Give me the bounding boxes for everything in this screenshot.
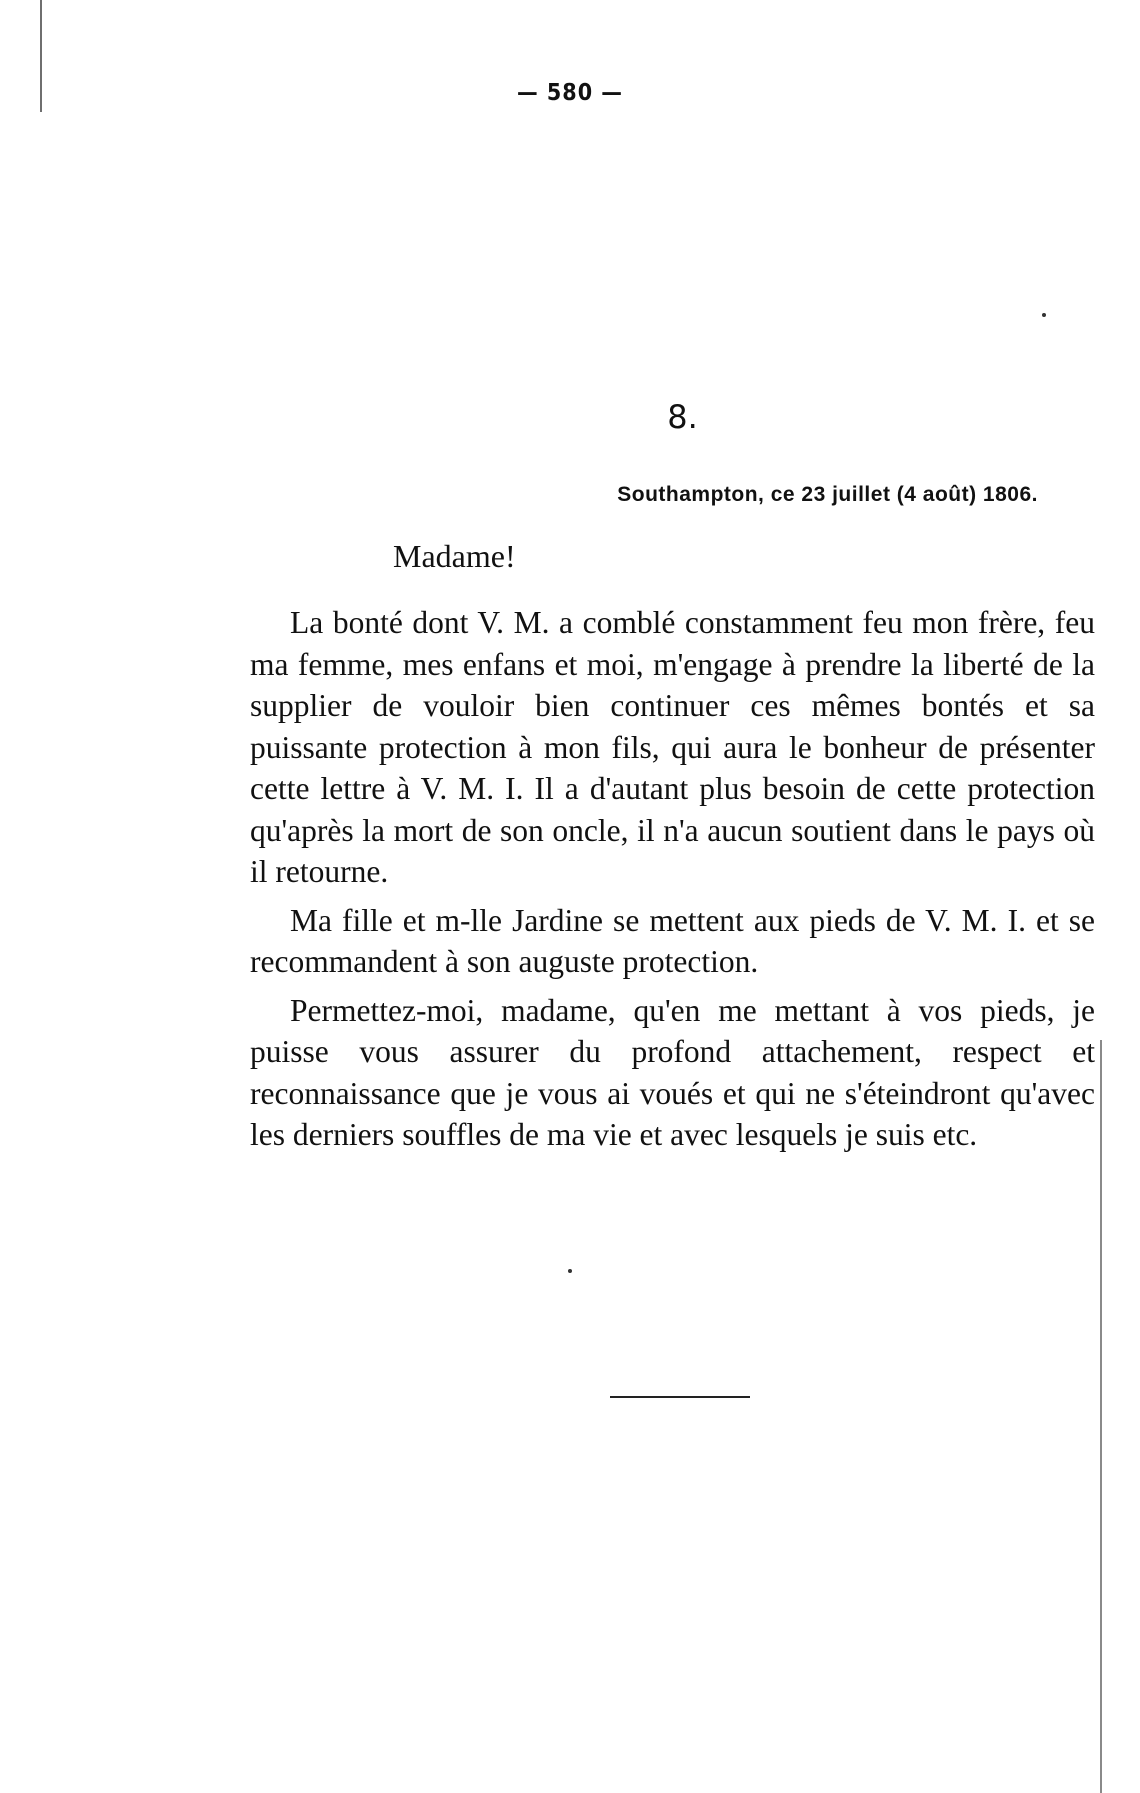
letter-salutation: Madame! — [393, 538, 516, 574]
paragraph: Permettez-moi, madame, qu'en me mettant à vos pieds, je puisse vous assurer du profond attachement, respect et reconnaissance que je vous ai voués et qui ne s'éteindront qu'avec les derniers souffles de ma vie et avec lesquels je suis etc. — [250, 992, 1095, 1152]
scan-edge-right — [1100, 1040, 1102, 1793]
paragraph: La bonté dont V. M. a comblé constamment feu mon frère, feu ma femme, mes enfans et moi, m'engage à prendre la liberté de la supplier de vouloir bien continuer ces mêmes bontés et sa puissante protection à mon fils, qui aura le bonheur de présenter cette lettre à V. M. I. Il a d'autant plus besoin de cette protection qu'après la mort de son oncle, il n'a aucun soutient dans le pays où il retourne. — [250, 605, 1095, 889]
section-number: 8. — [667, 398, 698, 436]
page-number-header: — 580 — — [517, 80, 623, 106]
closing-rule — [610, 1396, 750, 1398]
scan-speck — [1042, 313, 1046, 317]
scan-speck — [568, 1269, 572, 1273]
letter-body — [250, 602, 1095, 1156]
paragraph: Ma fille et m-lle Jardine se mettent aux pieds de V. M. I. et se recommandent à son auguste protection. — [250, 902, 1095, 979]
letter-dateline: Southampton, ce 23 juillet (4 août) 1806. — [617, 483, 1038, 506]
